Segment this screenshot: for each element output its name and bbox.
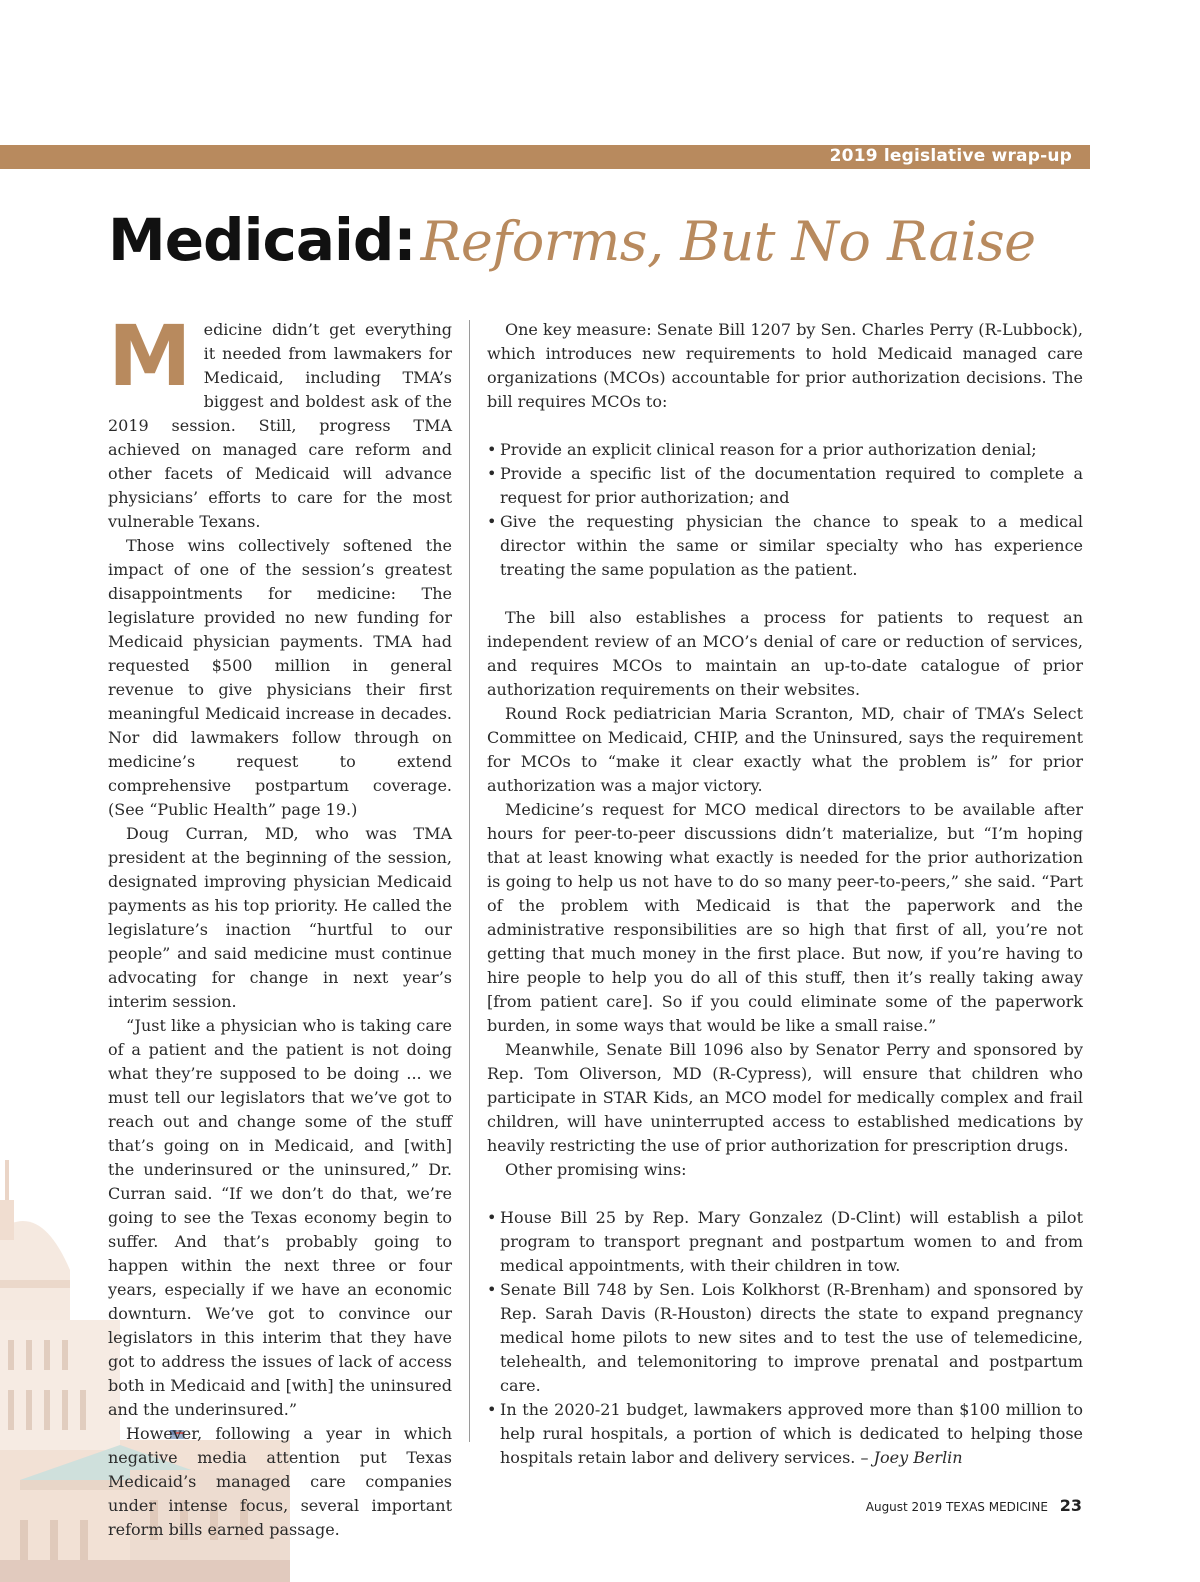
byline: Joey Berlin bbox=[873, 1448, 963, 1467]
article-paragraph: Meanwhile, Senate Bill 1096 also by Senator Perry and sponsored by Rep. Tom Oliverson, MD (R-Cypress), will ensure that children who participate in STAR Kids, an MCO model for medically complex and frail children, will have uninterrupted access to established medications by heavily restricting the use of prior authorization for prescription drugs. bbox=[487, 1040, 1083, 1155]
right-column bbox=[487, 318, 1083, 1494]
article-paragraph: The bill also establishes a process for patients to request an independent review of an MCO’s denial of care or reduction of services, and requires MCOs to maintain an up-to-date catalogue of prior authorization requirements on their websites. bbox=[487, 608, 1083, 699]
list-item: • Give the requesting physician the chance to speak to a medical director within the same or similar specialty who has experience treating the same population as the patient. bbox=[487, 510, 1083, 582]
section-label: 2019 legislative wrap-up bbox=[829, 146, 1072, 166]
drop-cap: M bbox=[108, 307, 192, 405]
article-paragraph: One key measure: Senate Bill 1207 by Sen. Charles Perry (R-Lubbock), which introduces new requirements to hold Medicaid managed care organizations (MCOs) accountable for prior authorization decisions. The bill requires MCOs to: bbox=[487, 320, 1083, 411]
headline bbox=[108, 200, 1108, 295]
article-paragraph: Round Rock pediatrician Maria Scranton, MD, chair of TMA’s Select Committee on Medicaid, CHIP, and the Uninsured, says the requirement for MCOs to “make it clear exactly what the problem is” for prior authorization was a major victory. bbox=[487, 704, 1083, 795]
article-paragraph: Medicine’s request for MCO medical directors to be available after hours for peer-to-peer discussions didn’t materialize, but “I’m hoping that at least knowing what exactly is needed for the prior authorization is going to help us not have to do so many peer-to-peers,” she said. “Part of the problem with Medicaid is that the paperwork and the administrative responsibilities are so high that first of all, you’re not getting that much money in the first place. But now, if you’re having to hire people to help you do all of this stuff, then it’s really taking away [from patient care]. So if you could eliminate some of the paperwork burden, in some ways that would be like a small raise.” bbox=[487, 800, 1083, 1035]
page-number: 23 bbox=[1059, 1496, 1082, 1515]
article-paragraph: Those wins collectively softened the impact of one of the session’s greatest disappointments for medicine: The legislature provided no new funding for Medicaid physician payments. TMA had requested $500 million in general revenue to give physicians their first meaningful Medicaid increase in decades. Nor did lawmakers follow through on medicine’s request to extend comprehensive postpartum coverage. (See “Public Health” page 19.) bbox=[108, 536, 452, 819]
footer-magazine: TEXAS MEDICINE bbox=[945, 1500, 1048, 1514]
article-paragraph: However, following a year in which negative media attention put Texas Medicaid’s managed care companies under intense focus, several important reform bills earned passage. bbox=[108, 1424, 452, 1539]
article-paragraph: Doug Curran, MD, who was TMA president at the beginning of the session, designated improving physician Medicaid payments as his top priority. He called the legislature’s inaction “hurtful to our people” and said medicine must continue advocating for change in next year’s interim session. bbox=[108, 824, 452, 1011]
list-item: • Senate Bill 748 by Sen. Lois Kolkhorst (R-Brenham) and sponsored by Rep. Sarah Davis (R-Houston) directs the state to expand pregnancy medical home pilots to new sites and to test the use of telemedicine, telehealth, and telemonitoring to improve prenatal and postpartum care. bbox=[487, 1278, 1083, 1398]
footer-issue: August 2019 bbox=[865, 1500, 943, 1514]
article-paragraph: Medicine didn’t get everything it needed from lawmakers for Medicaid, including TMA’s biggest and boldest ask of the 2019 session. Still, progress TMA achieved on managed care reform and other facets of Medicaid will advance physicians’ efforts to care for the most vulnerable Texans. bbox=[108, 307, 452, 531]
section-banner bbox=[0, 145, 1090, 169]
list-item: • In the 2020-21 budget, lawmakers approved more than $100 million to help rural hospitals, a portion of which is dedicated to helping those hospitals retain labor and delivery services. – Joey Berlin bbox=[487, 1398, 1083, 1470]
requirements-list bbox=[487, 438, 1083, 582]
list-item: • House Bill 25 by Rep. Mary Gonzalez (D-Clint) will establish a pilot program to transport pregnant and postpartum women to and from medical appointments, with their children in tow. bbox=[487, 1206, 1083, 1278]
headline-italic: Reforms, But No Raise bbox=[420, 210, 1036, 273]
article-paragraph: “Just like a physician who is taking care of a patient and the patient is not doing what they’re supposed to be doing ... we must tell our legislators that we’ve got to reach out and change some of the stuff that’s going on in Medicaid, and [with] the underinsured or the uninsured,” Dr. Curran said. “If we don’t do that, we’re going to see the Texas economy begin to suffer. And that’s probably going to happen within the next three or four years, especially if we have an economic downturn. We’ve got to convince our legislators in this interim that they have got to address the issues of lack of access both in Medicaid and [with] the uninsured and the underinsured.” bbox=[108, 1016, 452, 1419]
list-item: • Provide an explicit clinical reason for a prior authorization denial; bbox=[487, 438, 1083, 462]
list-item: • Provide a specific list of the documentation required to complete a request for prior authorization; and bbox=[487, 462, 1083, 510]
headline-bold: Medicaid: bbox=[108, 206, 416, 274]
article-paragraph: Other promising wins: bbox=[505, 1160, 687, 1179]
page-footer bbox=[866, 1496, 1082, 1515]
column-divider bbox=[469, 320, 470, 1442]
wins-list bbox=[487, 1206, 1083, 1470]
left-column bbox=[108, 307, 452, 1542]
